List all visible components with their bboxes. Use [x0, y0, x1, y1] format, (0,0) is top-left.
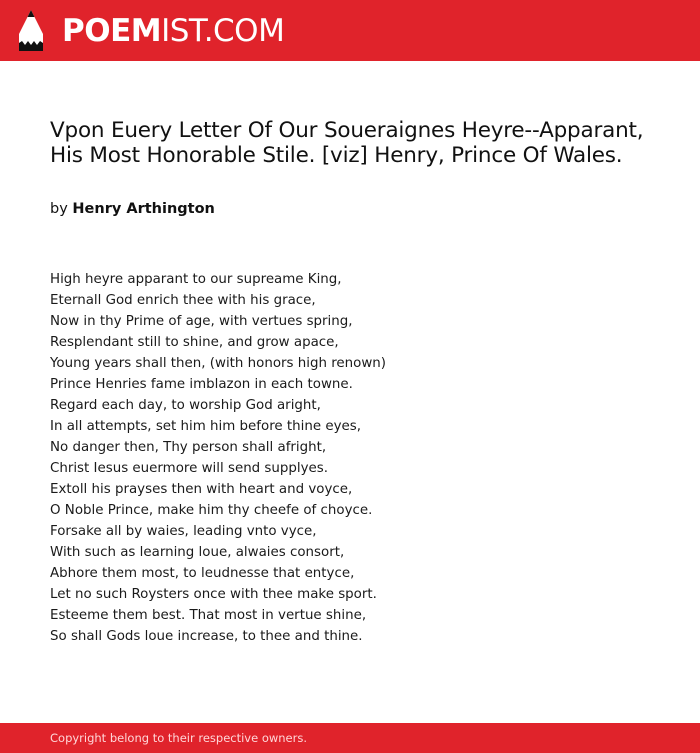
poem-line: Extoll his prayses then with heart and voyce, — [50, 482, 353, 497]
poem-line: Prince Henries fame imblazon in each towne. — [50, 377, 353, 392]
poem-line: Now in thy Prime of age, with vertues spring, — [50, 314, 353, 329]
logo-light-text: IST.COM — [161, 13, 285, 49]
poem-line: Christ Iesus euermore will send supplyes. — [50, 461, 329, 476]
poem-line: O Noble Prince, make him thy cheefe of choyce. — [50, 503, 373, 518]
site-footer — [0, 723, 700, 753]
poem-line: Young years shall then, (with honors high renown) — [50, 356, 387, 371]
byline — [50, 199, 215, 219]
poem-line: Forsake all by waies, leading vnto vyce, — [50, 524, 317, 539]
poem-line: High heyre apparant to our supreame King, — [50, 272, 342, 287]
logo-bold-text: POEM — [62, 13, 162, 49]
poem-line: Esteeme them best. That most in vertue shine, — [50, 608, 367, 623]
poem-title: Vpon Euery Letter Of Our Soueraignes Heyre--Apparant, His Most Honorable Stile. [viz] Henry, Prince Of Wales. — [50, 118, 644, 168]
poem-line: With such as learning loue, alwaies consort, — [50, 545, 345, 560]
by-label: by — [50, 201, 68, 217]
poem-line: Abhore them most, to leudnesse that entyce, — [50, 566, 355, 581]
poem-line: Resplendant still to shine, and grow apace, — [50, 335, 339, 350]
poem-line: No danger then, Thy person shall afright, — [50, 440, 327, 455]
pencil-icon[interactable] — [19, 10, 43, 51]
poem-line: Eternall God enrich thee with his grace, — [50, 293, 316, 308]
poem-line: In all attempts, set him him before thine eyes, — [50, 419, 361, 434]
poem-line: Let no such Roysters once with thee make sport. — [50, 587, 377, 602]
copyright-text: Copyright belong to their respective owners. — [50, 731, 308, 745]
poem-line: Regard each day, to worship God aright, — [50, 398, 321, 413]
site-header — [0, 0, 700, 61]
poem-body — [50, 269, 386, 647]
poem-line: So shall Gods loue increase, to thee and thine. — [50, 629, 363, 644]
author-link[interactable]: Henry Arthington — [72, 201, 215, 217]
site-logo[interactable] — [62, 11, 284, 51]
